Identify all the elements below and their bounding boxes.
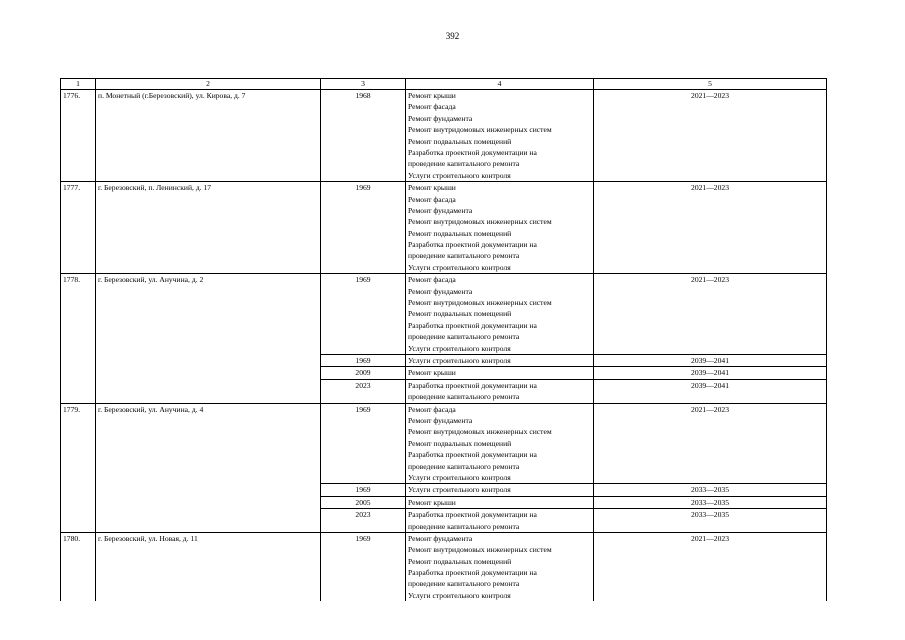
repair-year: 2005	[321, 496, 406, 508]
repair-works	[406, 379, 594, 403]
entry-address: г. Березовский, п. Ленинский, д. 17	[96, 182, 321, 274]
work-item: Ремонт крыши	[408, 91, 456, 100]
table-body	[61, 90, 827, 602]
work-item: Ремонт подвальных помещений	[408, 438, 512, 448]
table-header	[61, 79, 827, 90]
column-header-1: 1	[61, 79, 96, 90]
entry-number: 1777.	[61, 182, 96, 274]
repair-year: 1969	[321, 182, 406, 274]
work-item: Ремонт фундамента	[408, 415, 473, 425]
work-item: Разработка проектной документации на	[408, 320, 537, 330]
work-item: Ремонт внутридомовых инженерных систем	[408, 427, 552, 437]
entry-address: г. Березовский, ул. Новая, д. 11	[96, 532, 321, 601]
repair-works	[406, 532, 594, 601]
repair-works	[406, 367, 594, 379]
repair-works	[406, 182, 594, 274]
table-row	[61, 182, 827, 274]
repair-year: 2023	[321, 509, 406, 533]
column-header-3: 3	[321, 79, 406, 90]
repair-year: 1969	[321, 354, 406, 366]
work-item: Услуги строительного контроля	[408, 485, 511, 495]
repair-period: 2021—2023	[594, 403, 827, 484]
repair-period: 2021—2023	[594, 532, 827, 601]
repair-period: 2033—2035	[594, 496, 827, 508]
work-item: Ремонт фундамента	[408, 205, 473, 215]
repair-year: 1969	[321, 484, 406, 496]
repair-year: 2009	[321, 367, 406, 379]
work-item: Разработка проектной документации на	[408, 380, 537, 390]
work-item: Ремонт подвальных помещений	[408, 136, 512, 146]
work-item: Ремонт внутридомовых инженерных систем	[408, 298, 552, 308]
entry-address: г. Березовский, ул. Анучина, д. 2	[96, 274, 321, 403]
work-item: Услуги строительного контроля	[408, 262, 511, 272]
work-item: Услуги строительного контроля	[408, 343, 511, 353]
column-header-4: 4	[406, 79, 594, 90]
work-item: Услуги строительного контроля	[408, 590, 511, 600]
repair-works	[406, 496, 594, 508]
work-item: Разработка проектной документации на	[408, 450, 537, 460]
work-item: проведение капитального ремонта	[408, 579, 520, 589]
entry-number: 1778.	[61, 274, 96, 403]
work-item: Ремонт фасада	[408, 102, 456, 112]
work-item: Ремонт внутридомовых инженерных систем	[408, 125, 552, 135]
column-header-5: 5	[594, 79, 827, 90]
entry-address: п. Монетный (г.Березовский), ул. Кирова, д. 7	[96, 90, 321, 182]
work-item: Ремонт подвальных помещений	[408, 309, 512, 319]
work-item: проведение капитального ремонта	[408, 461, 520, 471]
table-row	[61, 274, 827, 355]
work-item: Ремонт крыши	[408, 183, 456, 193]
entry-number: 1779.	[61, 403, 96, 532]
entry-address: г. Березовский, ул. Анучина, д. 4	[96, 403, 321, 532]
work-item: Ремонт подвальных помещений	[408, 556, 512, 566]
work-item: проведение капитального ремонта	[408, 159, 520, 169]
work-item: Ремонт подвальных помещений	[408, 228, 512, 238]
entry-number: 1776.	[61, 90, 96, 182]
work-item: Ремонт фасада	[408, 275, 456, 285]
repair-period: 2039—2041	[594, 379, 827, 403]
repair-works	[406, 484, 594, 496]
repair-year: 2023	[321, 379, 406, 403]
repair-year: 1969	[321, 274, 406, 355]
repair-works	[406, 90, 594, 182]
repair-year: 1969	[321, 532, 406, 601]
work-item: Услуги строительного контроля	[408, 472, 511, 482]
work-item: Ремонт фундамента	[408, 286, 473, 296]
work-item: Ремонт фасада	[408, 194, 456, 204]
work-item: Разработка проектной документации на	[408, 240, 537, 250]
work-item: Разработка проектной документации на	[408, 568, 537, 578]
repair-works	[406, 403, 594, 484]
repair-period: 2039—2041	[594, 354, 827, 366]
repair-period: 2033—2035	[594, 509, 827, 533]
column-header-2: 2	[96, 79, 321, 90]
repair-period: 2039—2041	[594, 367, 827, 379]
work-item: Разработка проектной документации на	[408, 147, 537, 157]
work-item: Ремонт фундамента	[408, 533, 473, 543]
page-number: 392	[445, 31, 460, 41]
work-item: Ремонт внутридомовых инженерных систем	[408, 545, 552, 555]
work-item: Ремонт крыши	[408, 368, 456, 378]
repair-works	[406, 274, 594, 355]
column-number-row	[61, 79, 827, 90]
capital-repair-table	[60, 78, 827, 601]
work-item: Услуги строительного контроля	[408, 355, 511, 365]
table-row	[61, 403, 827, 484]
table-row	[61, 532, 827, 601]
repair-period: 2021—2023	[594, 182, 827, 274]
work-item: проведение капитального ремонта	[408, 392, 520, 402]
repair-year: 1969	[321, 403, 406, 484]
work-item: Ремонт фасада	[408, 404, 456, 414]
work-item: Разработка проектной документации на	[408, 510, 537, 520]
table-row	[61, 90, 827, 182]
work-item: проведение капитального ремонта	[408, 332, 520, 342]
repair-period: 2021—2023	[594, 274, 827, 355]
repair-works	[406, 354, 594, 366]
work-item: Ремонт внутридомовых инженерных систем	[408, 217, 552, 227]
repair-works	[406, 509, 594, 533]
entry-number: 1780.	[61, 532, 96, 601]
repair-period: 2033—2035	[594, 484, 827, 496]
work-item: Ремонт крыши	[408, 497, 456, 507]
work-item: Ремонт фундамента	[408, 113, 473, 123]
work-item: проведение капитального ремонта	[408, 251, 520, 261]
repair-year: 1968	[321, 90, 406, 182]
work-item: проведение капитального ремонта	[408, 521, 520, 531]
work-item: Услуги строительного контроля	[408, 170, 511, 180]
repair-period: 2021—2023	[594, 90, 827, 182]
